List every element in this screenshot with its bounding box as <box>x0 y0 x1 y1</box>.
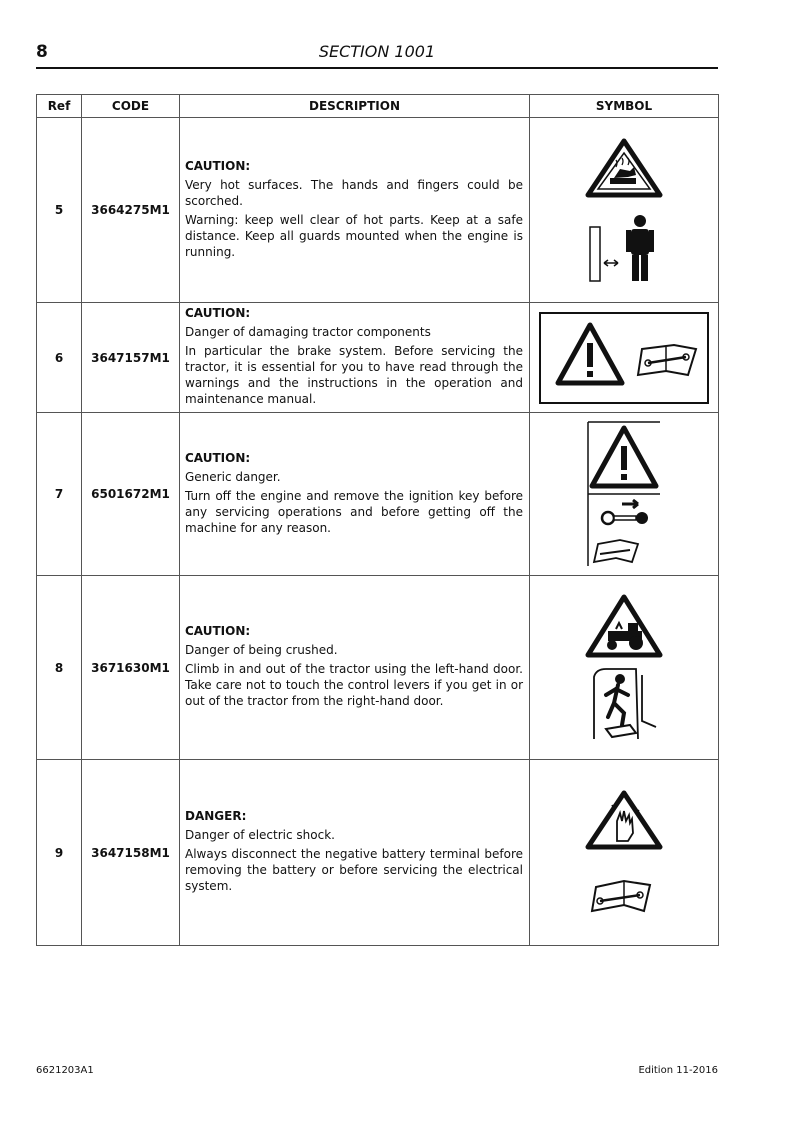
column-header-ref: Ref <box>37 95 82 118</box>
read-manual-icon <box>594 540 638 562</box>
description-cell <box>180 413 530 576</box>
ref-cell: 6 <box>37 303 82 413</box>
climb-out-cab-icon <box>584 665 664 743</box>
ref-cell: 8 <box>37 576 82 760</box>
description-line: In particular the brake system. Before servicing the tractor, it is essential for you to have read through the warnings and the instructions in the operation and maintenance manual. <box>185 344 523 406</box>
code-cell: 3647158M1 <box>82 760 180 946</box>
code-cell: 3647157M1 <box>82 303 180 413</box>
page-header <box>36 40 718 68</box>
symbol-cell <box>530 413 719 576</box>
electric-shock-warning-icon <box>584 789 664 851</box>
symbol-cell <box>530 576 719 760</box>
read-manual-icon <box>584 873 664 917</box>
ref-cell: 7 <box>37 413 82 576</box>
code-cell: 3664275M1 <box>82 118 180 303</box>
signal-word: CAUTION: <box>185 306 251 320</box>
table-row <box>37 760 719 946</box>
remove-key-icon <box>602 500 648 524</box>
table-row <box>37 118 719 303</box>
signal-word: DANGER: <box>185 809 247 823</box>
general-warning-icon <box>592 428 656 486</box>
safety-decals-table <box>36 94 719 946</box>
column-header-description: DESCRIPTION <box>180 95 530 118</box>
ref-cell: 9 <box>37 760 82 946</box>
safe-distance-person-icon <box>584 213 664 283</box>
header-rule <box>36 67 718 69</box>
description-cell <box>180 576 530 760</box>
description-line: Always disconnect the negative battery terminal before removing the battery or before servicing the electrical system. <box>185 847 523 893</box>
symbol-cell <box>530 760 719 946</box>
description-line: Warning: keep well clear of hot parts. Keep at a safe distance. Keep all guards mounted when the engine is running. <box>185 212 523 259</box>
column-header-symbol: SYMBOL <box>530 95 719 118</box>
table-row <box>37 576 719 760</box>
document-code: 6621203A1 <box>36 1065 94 1076</box>
description-line: Climb in and out of the tractor using the left-hand door. Take care not to touch the control levers if you get in or out of the tractor from the right-hand door. <box>185 662 523 708</box>
symbol-cell <box>530 303 719 413</box>
hot-surface-warning-icon <box>584 137 664 199</box>
signal-word: CAUTION: <box>185 450 251 465</box>
ref-cell: 5 <box>37 118 82 303</box>
description-line: Generic danger. <box>185 469 281 484</box>
table-row <box>37 303 719 413</box>
description-line: Very hot surfaces. The hands and fingers could be scorched. <box>185 177 523 208</box>
section-title: SECTION 1001 <box>318 42 436 61</box>
description-line: Danger of being crushed. <box>185 643 338 657</box>
description-line: Turn off the engine and remove the ignition key before any servicing operations and before getting off the machine for any reason. <box>185 488 523 535</box>
page-number: 8 <box>36 42 48 62</box>
crush-hazard-tractor-icon <box>584 593 664 659</box>
description-cell <box>180 760 530 946</box>
edition-label: Edition 11-2016 <box>638 1065 718 1076</box>
description-line: Danger of damaging tractor components <box>185 325 431 339</box>
description-line: Danger of electric shock. <box>185 828 335 842</box>
symbol-cell <box>530 118 719 303</box>
description-cell <box>180 303 530 413</box>
read-manual-icon <box>638 345 696 375</box>
code-cell: 6501672M1 <box>82 413 180 576</box>
signal-word: CAUTION: <box>185 624 251 638</box>
warning-manual-decal <box>538 311 710 405</box>
description-cell <box>180 118 530 303</box>
table-row <box>37 413 719 576</box>
key-decal <box>586 420 662 568</box>
column-header-code: CODE <box>82 95 180 118</box>
code-cell: 3671630M1 <box>82 576 180 760</box>
signal-word: CAUTION: <box>185 158 251 173</box>
table-header-row <box>37 95 719 118</box>
